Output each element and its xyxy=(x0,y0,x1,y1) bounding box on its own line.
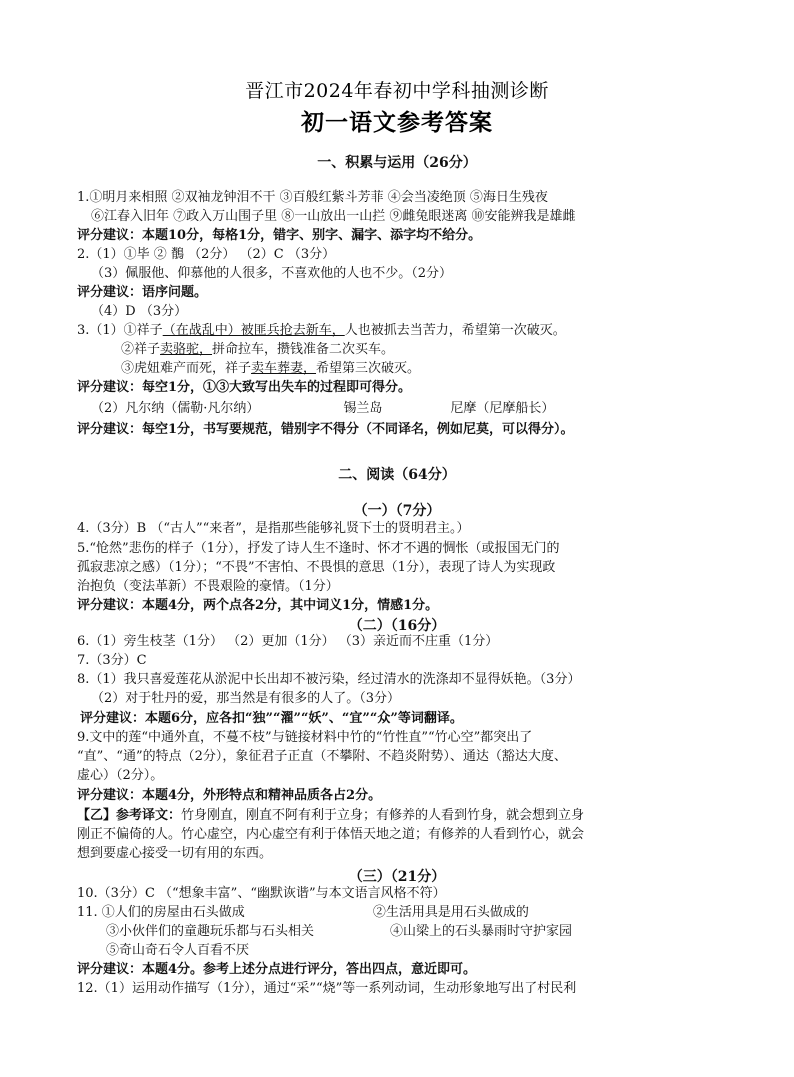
section-heading: 一、积累与运用（26分） xyxy=(317,155,477,171)
translation-line xyxy=(77,807,584,825)
scoring-note: 评分建议：语序问题。 xyxy=(77,285,208,300)
answer-text: ④山梁上的石头暴雨时守护家园 xyxy=(390,924,573,939)
answer-line: 1.①明月来相照 ②双袖龙钟泪不干 ③百般红紫斗芳菲 ④会当凌绝顶 ⑤海日生残夜 xyxy=(77,190,548,205)
answer-text: （2）凡尔纳（儒勒·凡尔纳） xyxy=(91,401,260,416)
scoring-note: 评分建议：每空1分，①③大致写出失车的过程即可得分。 xyxy=(77,380,412,395)
answer-line: ⑤奇山奇石令人百看不厌 xyxy=(106,943,250,958)
answer-line xyxy=(121,360,420,378)
translation-line: 想到要虚心接受一切有用的东西。 xyxy=(77,846,273,861)
scoring-note: 评分建议：本题6分，应各扣“独”“濯”“妖”、“宜”“众”等词翻译。 xyxy=(80,711,463,726)
answer-line: 7.（3分）C xyxy=(77,653,147,668)
answer-line: （2）对于牡丹的爱，那当然是有很多的人了。（3分） xyxy=(91,691,401,706)
answer-line: 5.“怆然”悲伤的样子（1分），抒发了诗人生不逢时、怀才不遇的惆怅（或报国无门的 xyxy=(77,541,560,556)
subsection-heading: （一）（7分） xyxy=(353,503,441,519)
answer-line: 8.（1）我只喜爱莲花从淤泥中长出却不被污染，经过清水的洗涤却不显得妖艳。（3分） xyxy=(77,672,581,687)
answer-line: 治抱负（变法革新）不畏艰险的豪情。（1分） xyxy=(77,579,339,594)
underlined-text: 卖车葬妻， xyxy=(251,361,317,376)
scoring-note: 评分建议：本题4分。参考上述分点进行评分，答出四点，意近即可。 xyxy=(77,962,477,977)
answer-line: 10.（3分）C （“想象丰富”、“幽默诙谐”与本文语言风格不符） xyxy=(77,886,446,901)
answer-text: 3.（1）①祥子 xyxy=(77,323,163,338)
answer-line: 2.（1）①毕 ② 鶺 （2分） （2）C （3分） xyxy=(77,247,336,262)
underlined-text: （在战乱中）被匪兵抢去新车， xyxy=(162,323,345,338)
answer-line: （3）佩服他、仰慕他的人很多，不喜欢他的人也不少。（2分） xyxy=(91,266,453,281)
answer-text: 锡兰岛 xyxy=(343,401,383,416)
answer-line: 孤寂悲凉之感）（1分）；“不畏”不害怕、不畏惧的意思（1分），表现了诗人为实现政 xyxy=(77,560,556,575)
subsection-heading: （三）（21分） xyxy=(348,869,446,885)
answer-line: ⑥江春入旧年 ⑦政入万山围子里 ⑧一山放出一山拦 ⑨雌兔眼迷离 ⑩安能辨我是雄雌 xyxy=(91,209,576,224)
answer-line: 12.（1）运用动作描写（1分），通过“采”“烧”等一系列动词，生动形象地写出了村民利 xyxy=(77,981,577,996)
document-subtitle: 初一语文参考答案 xyxy=(301,109,493,136)
answer-text: ②祥子 xyxy=(121,342,161,357)
answer-text: 尼摩（尼摩船长） xyxy=(450,401,555,416)
answer-text: ③小伙伴们的童趣玩乐都与石头相关 xyxy=(106,924,315,939)
answer-line: 6.（1）旁生枝茎（1分） （2）更加（1分） （3）亲近而不庄重（1分） xyxy=(77,634,499,649)
scoring-note: 评分建议：本题4分，外形特点和精神品质各占2分。 xyxy=(77,788,382,803)
answer-text: 希望第三次破灭。 xyxy=(316,361,421,376)
section-heading: 二、阅读（64分） xyxy=(338,467,456,483)
answer-line: 9.文中的莲“中通外直，不蔓不枝”与链接材料中竹的“竹性直”“竹心空”都突出了 xyxy=(77,730,533,745)
translation-label: 【乙】参考译文： xyxy=(77,808,182,823)
answer-line: 4.（3分）B （“古人”“来者”，是指那些能够礼贤下士的贤明君主。） xyxy=(77,521,470,536)
answer-line xyxy=(121,341,394,359)
answer-line: 虚心）（2分）。 xyxy=(77,768,164,783)
answer-text: 人也被抓去当苦力，希望第一次破灭。 xyxy=(344,323,566,338)
answer-line xyxy=(91,400,554,418)
answer-line xyxy=(106,923,572,941)
scoring-note: 评分建议：每空1分，书写要规范，错别字不得分（不同译名，例如尼莫，可以得分）。 xyxy=(77,422,574,437)
translation-text: 竹身刚直，刚直不阿有利于立身；有修养的人看到竹身，就会想到立身 xyxy=(181,808,585,823)
answer-line: （4）D （3分） xyxy=(91,304,188,319)
exam-title: 晋江市2024年春初中学科抽测诊断 xyxy=(245,80,549,102)
answer-text: 拼命拉车，攒钱准备二次买车。 xyxy=(212,342,395,357)
answer-line xyxy=(77,322,566,340)
answer-text: 11. ①人们的房屋由石头做成 xyxy=(77,905,245,920)
answer-line: “直”、“通”的特点（2分），象征君子正直（不攀附、不趋炎附势）、通达（豁达大度、 xyxy=(77,749,567,764)
subsection-heading: （二）（16分） xyxy=(348,618,446,634)
underlined-text: 卖骆驼， xyxy=(160,342,213,357)
scoring-note: 评分建议：本题10分，每格1分，错字、别字、漏字、添字均不给分。 xyxy=(77,228,482,243)
scoring-note: 评分建议：本题4分，两个点各2分，其中词义1分，情感1分。 xyxy=(77,598,439,613)
answer-text: ③虎妞难产而死，祥子 xyxy=(121,361,252,376)
translation-line: 刚正不偏倚的人。竹心虚空，内心虚空有利于体悟天地之道；有修养的人看到竹心，就会 xyxy=(77,827,585,842)
answer-text: ②生活用具是用石头做成的 xyxy=(372,905,529,920)
answer-line xyxy=(77,904,529,922)
